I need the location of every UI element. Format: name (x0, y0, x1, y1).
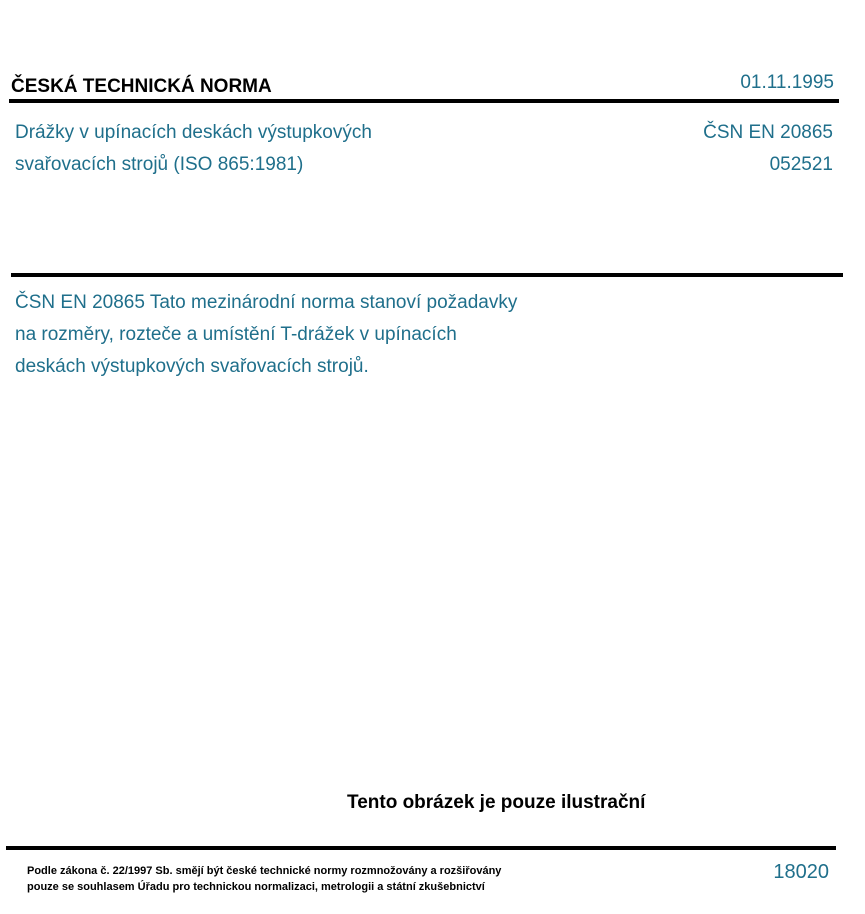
illustration-notice: Tento obrázek je pouze ilustrační (347, 792, 646, 813)
abstract-line: deskách výstupkových svařovacích strojů. (15, 356, 369, 377)
section-divider (11, 273, 843, 277)
document-title (15, 117, 535, 181)
header-divider (9, 99, 839, 103)
legal-notice (27, 863, 647, 895)
footer-code: 18020 (773, 861, 829, 883)
abstract (15, 287, 635, 383)
document-title-line: svařovacích strojů (ISO 865:1981) (15, 154, 304, 175)
classification-code: 052521 (769, 154, 833, 175)
footer-divider (6, 846, 836, 850)
abstract-line: ČSN EN 20865 Tato mezinárodní norma stanoví požadavky (15, 292, 518, 313)
document-title-line: Drážky v upínacích deskách výstupkových (15, 122, 372, 143)
document-identifiers (703, 117, 833, 181)
issue-date: 01.11.1995 (740, 72, 834, 93)
header-title: ČESKÁ TECHNICKÁ NORMA (11, 76, 272, 97)
legal-notice-line: Podle zákona č. 22/1997 Sb. smějí být české technické normy rozmnožovány a rozšiřovány (27, 865, 502, 877)
standard-number: ČSN EN 20865 (703, 122, 833, 143)
legal-notice-line: pouze se souhlasem Úřadu pro technickou normalizaci, metrologii a státní zkušebnictví (27, 881, 485, 893)
abstract-line: na rozměry, rozteče a umístění T-drážek v upínacích (15, 324, 457, 345)
